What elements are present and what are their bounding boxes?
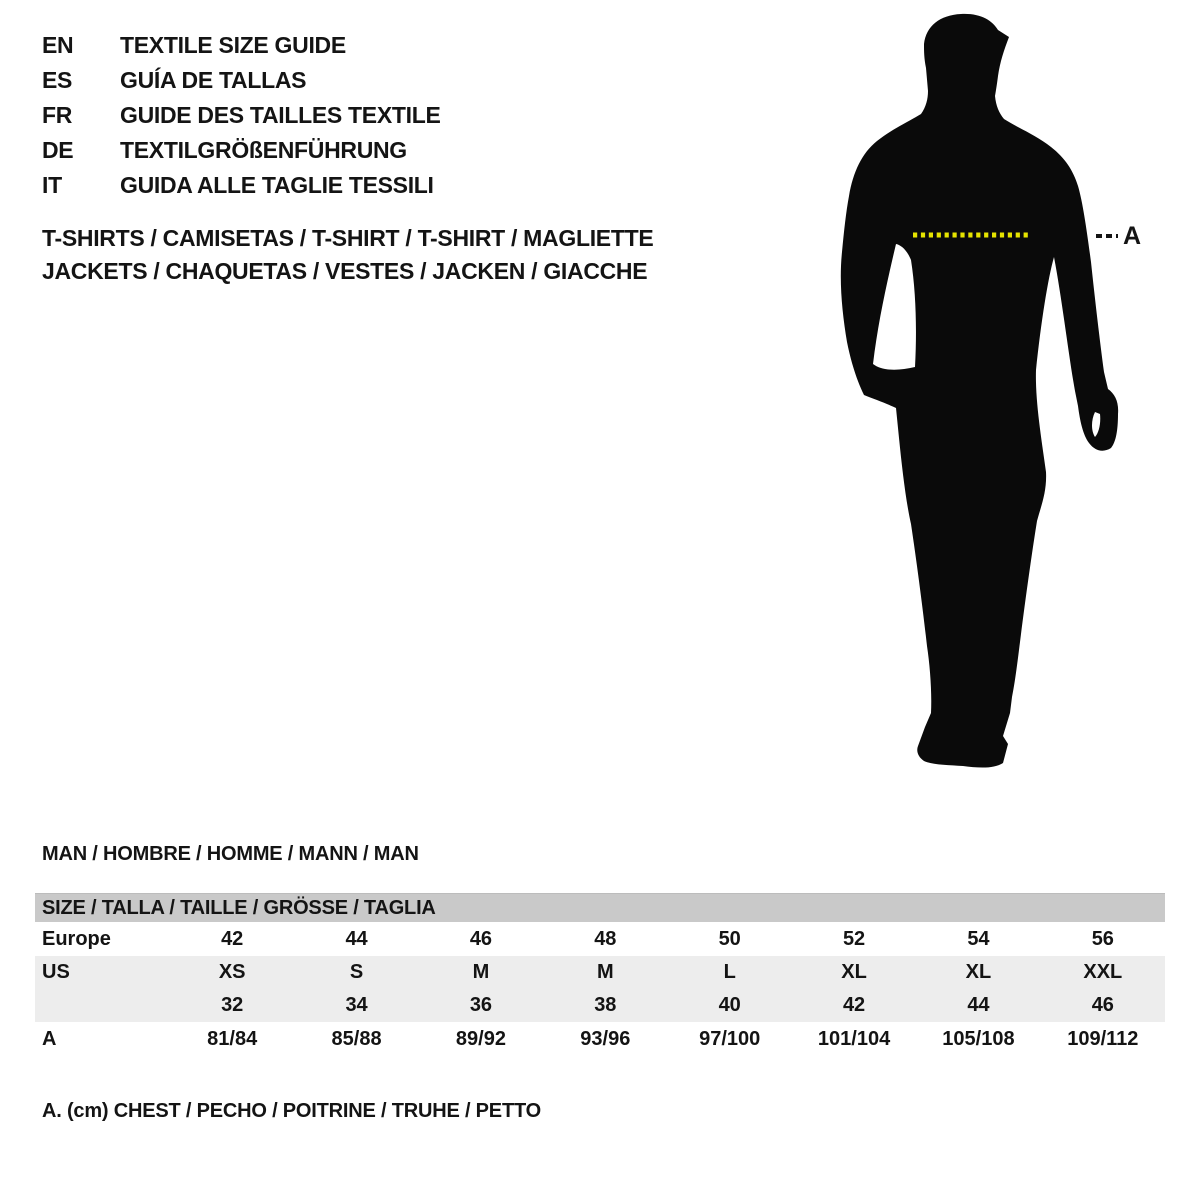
table-cell: 56 bbox=[1091, 927, 1114, 950]
table-cell: 101/104 bbox=[817, 1028, 891, 1050]
language-row-en bbox=[42, 28, 441, 63]
table-cell: 85/88 bbox=[331, 1028, 382, 1050]
table-cell: 109/112 bbox=[1067, 1028, 1139, 1050]
language-list bbox=[42, 28, 441, 203]
row-label: Europe bbox=[42, 927, 111, 950]
language-code: IT bbox=[42, 172, 62, 198]
language-code: EN bbox=[42, 32, 74, 58]
table-cell: XL bbox=[965, 961, 992, 983]
table-cell: 97/100 bbox=[699, 1028, 761, 1050]
language-code: DE bbox=[42, 137, 74, 163]
table-cell: 44 bbox=[345, 927, 368, 950]
table-row-numeric bbox=[35, 989, 1165, 1022]
table-cell: 38 bbox=[594, 994, 617, 1016]
table-cell: XXL bbox=[1083, 961, 1123, 983]
size-table-header: SIZE / TALLA / TAILLE / GRÖSSE / TAGLIA bbox=[35, 893, 1165, 922]
size-table bbox=[35, 893, 1165, 1057]
table-cell: XL bbox=[841, 961, 867, 983]
language-title: TEXTILGRÖßENFÜHRUNG bbox=[120, 137, 407, 163]
language-title: TEXTILE SIZE GUIDE bbox=[120, 32, 346, 58]
man-figure bbox=[820, 0, 1200, 800]
row-label: A bbox=[42, 1028, 57, 1050]
language-row-es bbox=[42, 63, 441, 98]
category-lines bbox=[42, 222, 653, 288]
section-title-man: MAN / HOMBRE / HOMME / MANN / MAN bbox=[42, 843, 419, 865]
table-cell: 81/84 bbox=[207, 1028, 258, 1050]
table-row-europe bbox=[35, 922, 1165, 956]
table-cell: 89/92 bbox=[455, 1028, 506, 1050]
table-cell: 46 bbox=[1091, 994, 1114, 1016]
language-title: GUIDA ALLE TAGLIE TESSILI bbox=[120, 172, 434, 198]
table-cell: 42 bbox=[842, 994, 866, 1016]
table-cell: 36 bbox=[469, 994, 493, 1016]
language-code: FR bbox=[42, 102, 73, 128]
table-cell: 48 bbox=[594, 927, 617, 950]
category-line-tshirts: T-SHIRTS / CAMISETAS / T-SHIRT / T-SHIRT / MAGLIETTE bbox=[42, 225, 654, 251]
language-title: GUÍA DE TALLAS bbox=[120, 67, 307, 93]
language-title: GUIDE DES TAILLES TEXTILE bbox=[120, 102, 441, 128]
table-cell: 40 bbox=[718, 994, 741, 1016]
table-row-us bbox=[35, 956, 1165, 989]
table-cell: S bbox=[349, 961, 364, 983]
language-code: ES bbox=[42, 67, 73, 93]
language-row-it bbox=[42, 168, 441, 203]
measure-label-a: A bbox=[1123, 222, 1142, 250]
man-silhouette-shape bbox=[841, 14, 1118, 768]
table-cell: 50 bbox=[718, 927, 741, 950]
table-cell: M bbox=[596, 961, 614, 983]
table-cell: XS bbox=[218, 961, 246, 983]
category-line-jackets: JACKETS / CHAQUETAS / VESTES / JACKEN / GIACCHE bbox=[42, 258, 648, 284]
table-cell: 52 bbox=[842, 927, 866, 950]
language-row-de bbox=[42, 133, 441, 168]
language-row-fr bbox=[42, 98, 441, 133]
measurement-footnote: A. (cm) CHEST / PECHO / POITRINE / TRUHE / PETTO bbox=[42, 1100, 541, 1122]
table-cell: 105/108 bbox=[942, 1028, 1015, 1050]
table-cell: 34 bbox=[345, 994, 368, 1016]
table-cell: 93/96 bbox=[580, 1028, 631, 1050]
table-cell: M bbox=[472, 961, 490, 983]
row-label: US bbox=[42, 961, 70, 983]
table-cell: 54 bbox=[967, 927, 990, 950]
table-cell: 46 bbox=[469, 927, 493, 950]
table-cell: L bbox=[723, 961, 736, 983]
table-cell: 44 bbox=[967, 994, 990, 1016]
table-cell: 42 bbox=[221, 927, 244, 950]
table-row-chest-a bbox=[35, 1022, 1165, 1057]
table-cell: 32 bbox=[221, 994, 244, 1016]
